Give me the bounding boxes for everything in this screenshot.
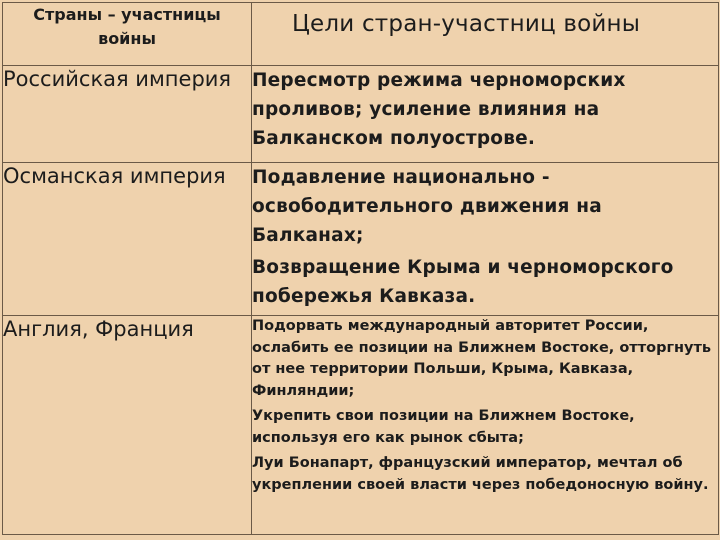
table-row [3, 66, 719, 163]
goal-text: Подорвать международный авторитет России, ослабить ее позиции на Ближнем Востоке, отторгнуть от нее территории Польши, Крыма, Кавказа, Финляндии; [252, 318, 712, 399]
goal-text: Укрепить свои позиции на Ближнем Востоке, используя его как рынок сбыта; [252, 408, 635, 446]
country-cell [3, 316, 252, 535]
country-name: Османская империя [3, 164, 226, 188]
goal-cell [252, 66, 719, 163]
war-goals-table [2, 2, 719, 535]
country-name: Российская империя [3, 67, 232, 91]
goal-cell [252, 316, 719, 535]
table-row [3, 163, 719, 316]
country-cell [3, 163, 252, 316]
goal-cell [252, 163, 719, 316]
goal-text: Луи Бонапарт, французский император, мечтал об укреплении своей власти через победоносную войну. [252, 455, 709, 493]
goal-text: Пересмотр режима черноморских проливов; усиление влияния на Балканском полуострове. [252, 70, 626, 149]
header-countries [3, 3, 252, 66]
table-row [3, 316, 719, 535]
header-countries-label: Страны – участницы войны [33, 5, 221, 48]
goal-text: Подавление национально - освободительного движения на Балканах; [252, 167, 602, 246]
goal-text: Возвращение Крыма и черноморского побережья Кавказа. [252, 257, 674, 307]
table-header-row [3, 3, 719, 66]
country-cell [3, 66, 252, 163]
country-name: Англия, Франция [3, 317, 194, 341]
header-goals-label: Цели стран-участниц войны [292, 11, 641, 37]
header-goals [252, 3, 719, 66]
